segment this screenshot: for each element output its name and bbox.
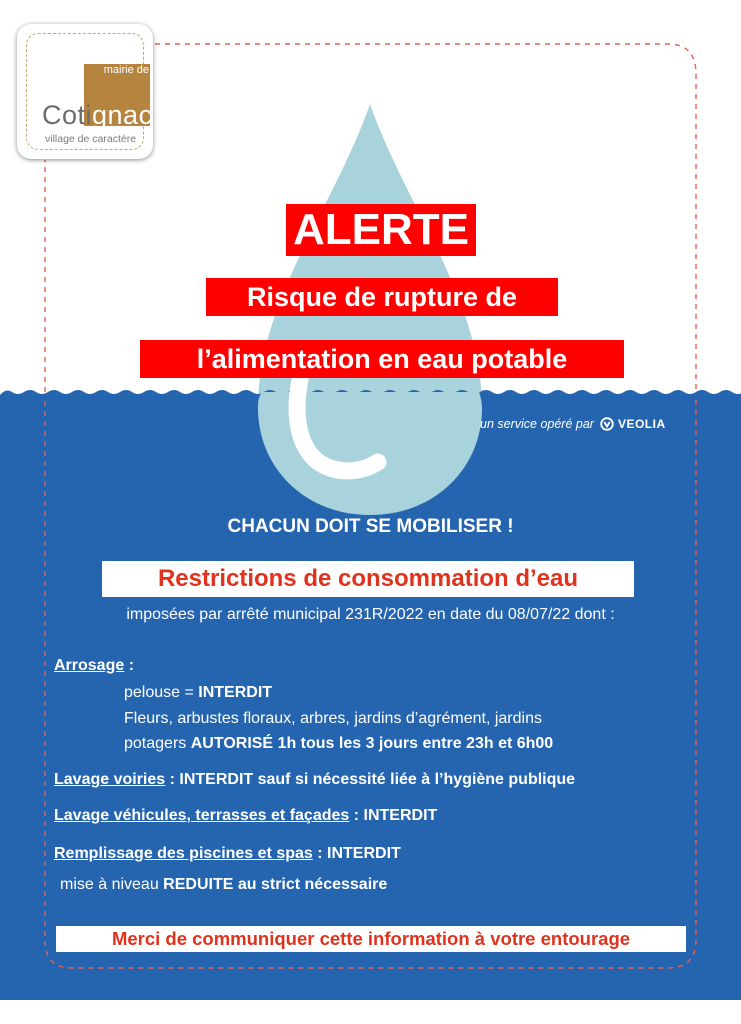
mobilise-heading: CHACUN DOIT SE MOBILISER ! <box>227 516 514 537</box>
rule-mise-a-niveau <box>60 876 387 894</box>
rule-vehicules-text: : INTERDIT <box>349 807 438 824</box>
rule-fleurs: Fleurs, arbustes floraux, arbres, jardins d’agrément, jardins <box>124 710 542 727</box>
rule-voiries-text: : INTERDIT sauf si nécessité liée à l’hygiène publique <box>165 771 576 788</box>
logo-mairie-text: mairie de <box>103 64 149 76</box>
rule-potagers-status: AUTORISÉ 1h tous les 3 jours entre 23h et 6h00 <box>190 735 554 752</box>
rule-arrosage <box>54 657 134 675</box>
logo-name-a: Coti <box>42 100 93 130</box>
service-brand: VEOLIA <box>617 417 666 431</box>
rule-piscines-text: : INTERDIT <box>312 845 401 862</box>
closing-message: Merci de communiquer cette information à votre entourage <box>56 926 686 952</box>
rule-potagers <box>124 735 553 753</box>
rule-voiries <box>54 771 575 789</box>
alert-heading: ALERTE <box>286 204 476 256</box>
decree-reference: imposées par arrêté municipal 231R/2022 en date du 08/07/22 dont : <box>126 606 615 623</box>
service-credit <box>480 417 666 431</box>
rule-voiries-label: Lavage voiries <box>54 771 166 788</box>
service-prefix: un service opéré par <box>480 417 594 431</box>
rule-niveau-text: mise à niveau <box>60 876 164 893</box>
rule-potagers-text: potagers <box>124 735 191 752</box>
title-line-1: Risque de rupture de <box>206 278 558 316</box>
rule-pelouse-text: pelouse = <box>124 684 199 701</box>
rule-piscines <box>54 845 401 863</box>
rule-arrosage-label: Arrosage <box>54 657 125 674</box>
rule-pelouse <box>124 684 272 702</box>
restrictions-heading: Restrictions de consommation d’eau <box>102 561 634 597</box>
rule-arrosage-colon: : <box>124 657 135 674</box>
title-line-2: l’alimentation en eau potable <box>140 340 624 378</box>
logo-name <box>42 100 153 131</box>
logo-tagline: village de caractère <box>45 133 137 145</box>
mairie-logo <box>17 24 153 159</box>
rule-vehicules-label: Lavage véhicules, terrasses et façades <box>54 807 350 824</box>
rule-piscines-label: Remplissage des piscines et spas <box>54 845 313 862</box>
rule-niveau-status: REDUITE au strict nécessaire <box>163 876 388 893</box>
rule-vehicules <box>54 807 437 825</box>
veolia-logo-icon <box>600 417 614 431</box>
rule-pelouse-status: INTERDIT <box>198 684 273 701</box>
logo-name-b: gnac <box>92 100 153 130</box>
